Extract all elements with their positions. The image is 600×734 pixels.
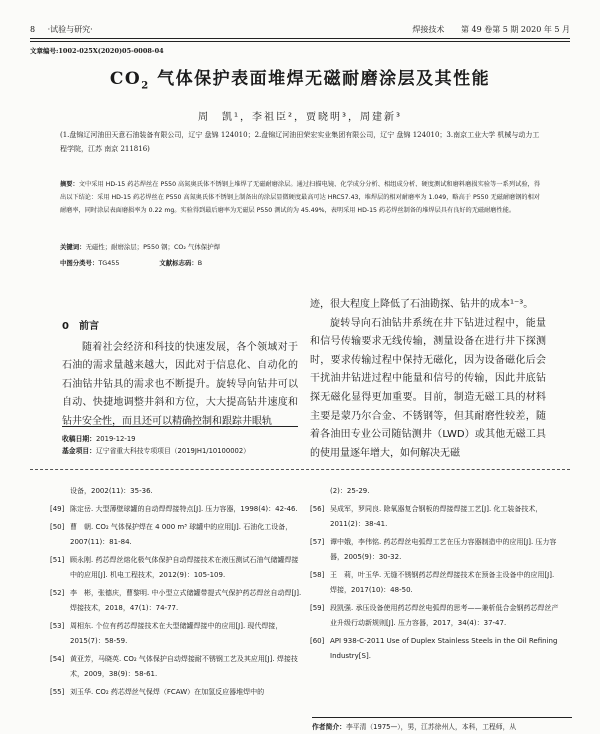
section-heading: 0 前言 <box>62 321 99 332</box>
ref-text: 李 彬，张德庆，曹黎明. 中小型立式储罐带提式气保护药芯焊丝自动焊[J]. 焊接技术，2018，47(1)：74-77. <box>70 589 302 612</box>
references-left <box>50 484 302 703</box>
title-subscript: 2 <box>141 80 150 92</box>
body-paragraph: 迹，很大程度上降低了石油勘探、钻井的成本¹⁻³。 <box>310 299 534 310</box>
abstract-text: 文中采用 HD-15 药芯焊丝在 P550 高氮奥氏体不锈钢上堆焊了无磁耐磨涂层。通过扫描电镜、化学成分分析、相组成分析、硬度测试和磨料磨损实验等一系列试验，得出以下结论：采用 HD-15 药芯焊丝在 P550 高氮奥氏体不锈钢上制备出的涂层显微硬度最高可达 HRC57.43，堆焊层的相对耐磨率为 1.049，略高于 P550 无磁耐磨钢的相对耐磨率，同时涂层表面磨损率为 0.22 mg。实验得到最后磨率为无磁层 P550 测试的为 45.49%，表明采用 HD-15 药芯焊丝制备的堆焊层具有良好的无磁耐磨性能。 <box>60 181 541 214</box>
clc-value: TG455 <box>98 259 120 267</box>
clc-code <box>60 258 119 267</box>
author-bio <box>312 717 572 731</box>
ref-text: 吴成军，罗同良. 除氧器复合钢板的焊接焊接工艺[J]. 化工装备技术，2011(2)：38-41. <box>330 505 543 528</box>
body-column-right <box>310 296 546 463</box>
body-paragraph: 旋转导向石油钻井系统在井下钻进过程中，能量和信号传输要求无线传输，测量设备在进行井下探测时，要求传输过程中保持无磁化，因为设备磁化后会干扰油井钻进过程中能量和信号的传输，因此井底钻探无磁化显得更加重要。目前，制造无磁工具的材料主要是蒙乃尔合金、不锈钢等，但其耐磨性较差，随着各油田专业公司随钻测井（LWD）或其他无磁工具的使用量逐年增大，如何解决无磁 <box>310 317 546 459</box>
authors: 周 凯¹，李祖臣²，贾晓明³，周建新³ <box>197 112 403 123</box>
reference-item <box>310 634 560 664</box>
header-rule-thin <box>30 41 570 42</box>
received-date <box>62 433 298 445</box>
classification <box>60 258 540 267</box>
title-prefix: CO <box>109 69 142 89</box>
footnote <box>62 426 298 457</box>
received-value: 2019-12-19 <box>95 435 136 443</box>
journal-name: 焊接技术 <box>412 24 445 34</box>
author-bio-label: 作者简介： <box>312 723 346 731</box>
ref-text: (2)：25-29. <box>330 487 370 495</box>
header-right <box>398 24 570 35</box>
ref-number: [56] <box>310 505 325 513</box>
page-number: 8 <box>30 24 36 34</box>
ref-text: 段凯强. 承压设备使用药芯焊丝电弧焊的思考——兼析低合金钢药芯焊丝产业升级行动新规则[J]. 压力容器，2017，34(4)：37-47. <box>330 604 559 627</box>
keywords-label: 关键词： <box>60 243 86 251</box>
fund-label: 基金项目： <box>62 447 96 455</box>
reference-item <box>310 535 560 565</box>
reference-item <box>310 601 560 631</box>
doc-code <box>159 258 202 267</box>
ref-number: [59] <box>310 604 325 612</box>
ref-number: [60] <box>310 637 325 645</box>
abstract-label: 摘要： <box>60 181 79 188</box>
running-header <box>30 22 570 36</box>
ref-text: 曹 朝. CO₂ 气体保护焊在 4 000 m³ 球罐中的应用[J]. 石油化工设备，2007(11)：81-84. <box>70 523 293 546</box>
reference-item <box>50 685 302 700</box>
ref-number: [52] <box>50 589 65 597</box>
references-right <box>310 484 560 667</box>
ref-number: [58] <box>310 571 325 579</box>
body-paragraph: 随着社会经济和科技的快速发展，各个领域对于石油的需求量越来越大，因此对于信息化、自动化的石油钻井钻具的需求也不断提升。旋转导向钻井可以自动、快捷地调整井斜和方位，大大提高钻井速度和钻井安全性，而且还可以精确控制和跟踪井眼轨 <box>62 341 298 427</box>
header-left <box>30 24 103 35</box>
ref-text: 谭中娥，李伟铭. 药芯焊丝电弧焊工艺在压力容器制造中的应用[J]. 压力容器，2005(9)：30-32. <box>330 538 557 561</box>
ref-text: 陈定岳. 大型薄壁球罐的自动焊焊接特点[J]. 压力容器，1998(4)：42-46. <box>70 505 298 513</box>
ref-text: API 938-C-2011 Use of Duplex Stainless Steels in the Oil Refining Industry[S]. <box>330 637 558 660</box>
ref-number: [57] <box>310 538 325 546</box>
reference-item <box>50 520 302 550</box>
header-rule <box>30 38 570 39</box>
ref-number: [49] <box>50 505 65 513</box>
author-bio-text: 李平清（1975—），男，江苏徐州人，本科，工程师，从 <box>345 723 517 731</box>
ref-number <box>310 484 330 499</box>
paper-title <box>0 64 600 91</box>
ref-number: [55] <box>50 688 65 696</box>
reference-item <box>50 586 302 616</box>
reference-item <box>50 502 302 517</box>
issue-info: 第 49 卷第 5 期 2020 年 5 月 <box>460 24 570 34</box>
ref-number: [54] <box>50 655 65 663</box>
affiliation: (1.盘锦辽河油田天意石油装备有限公司，辽宁 盘锦 124010；2.盘锦辽河油田荣宏实业集团有限公司，辽宁 盘锦 124010；3.南京工业大学 机械与动力工程学院，江苏 南京 211816) <box>60 131 540 153</box>
reference-item <box>50 652 302 682</box>
abstract <box>60 178 540 217</box>
ref-number: [50] <box>50 523 65 531</box>
section-label: ·试验与研究· <box>47 24 93 34</box>
reference-item <box>310 502 560 532</box>
ref-text: 刘玉华. CO₂ 药芯焊丝气保焊（FCAW）在加氢反应器堆焊中的 <box>70 688 265 696</box>
ref-text: 黄亚芳，马晓英. CO₂ 气体保护自动焊接耐不锈钢工艺及其应用[J]. 焊接技术，2009，38(9)：58-61. <box>70 655 298 678</box>
reference-item <box>50 619 302 649</box>
doc-label: 文献标志码： <box>159 259 198 267</box>
ref-text: 设备，2002(11)：35-36. <box>70 487 153 495</box>
fund-info <box>62 445 298 457</box>
ref-text: 顾永刚. 药芯焊丝熔化极气体保护自动焊接技术在液压测试石油气储罐焊接中的应用[J]. 机电工程技术，2012(9)：105-109. <box>70 556 299 579</box>
ref-text: 周相东. 个位有药芯焊接技术在大型储罐焊接中的应用[J]. 现代焊接，2015(7)：58-59. <box>70 622 283 645</box>
fund-value: 辽宁省重大科技专项项目（2019JH1/10100002） <box>95 447 250 455</box>
keywords-text: 无磁性；耐磨涂层；P550 钢；CO₂ 气体保护焊 <box>85 243 220 251</box>
title-rest: 气体保护表面堆焊无磁耐磨涂层及其性能 <box>149 69 491 89</box>
clc-label: 中图分类号： <box>60 259 99 267</box>
ref-number: [51] <box>50 556 65 564</box>
reference-item <box>50 484 302 499</box>
reference-item <box>310 568 560 598</box>
article-number: 文章编号:1002-025X(2020)05-0008-04 <box>30 47 164 55</box>
doc-value: B <box>197 259 203 267</box>
body-column-left <box>62 318 298 432</box>
keywords <box>60 242 540 251</box>
reference-item <box>50 553 302 583</box>
received-label: 收稿日期： <box>62 435 96 443</box>
ref-number <box>50 484 70 499</box>
ref-number: [53] <box>50 622 65 630</box>
dashed-divider <box>30 469 570 470</box>
reference-item <box>310 484 560 499</box>
ref-text: 王 莉，叶玉华. 无缝不锈钢药芯焊丝焊接技术在预备主设备中的应用[J]. 焊接，2017(10)：48-50. <box>330 571 555 594</box>
